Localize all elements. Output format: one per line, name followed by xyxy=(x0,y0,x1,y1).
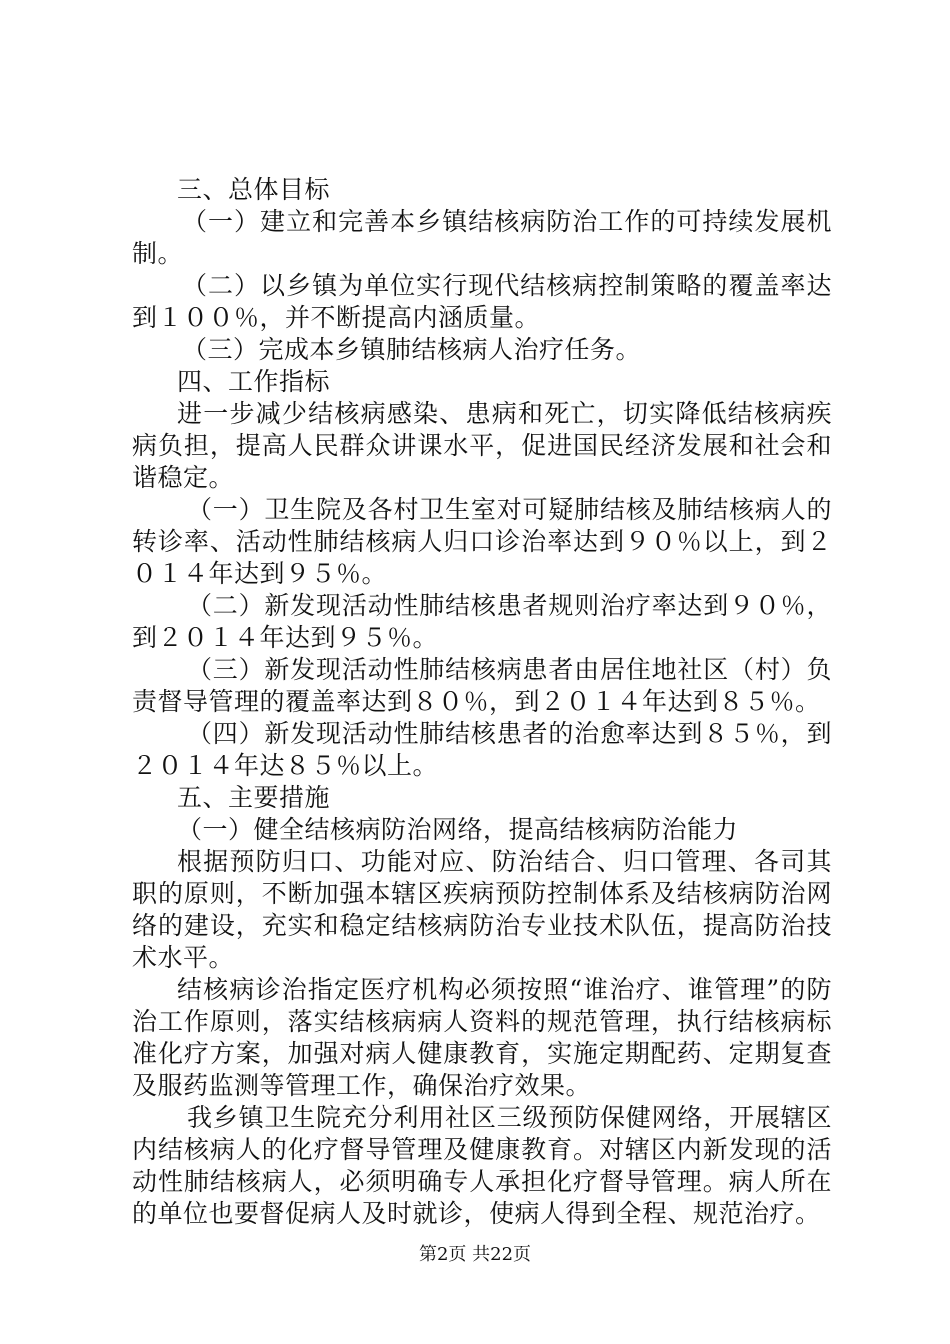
document-body xyxy=(132,174,832,1230)
measure-subheading-1: （一）健全结核病防治网络，提高结核病防治能力 xyxy=(177,815,739,844)
section-heading-measures: 五、主要措施 xyxy=(177,783,331,812)
goal-item-1: （一）建立和完善本乡镇结核病防治工作的可持续发展机制。 xyxy=(132,207,832,268)
indicator-item-4: （四）新发现活动性肺结核患者的治愈率达到８５％，到２０１４年达８５％以上。 xyxy=(132,719,832,780)
measure-paragraph-1: 根据预防归口、功能对应、防治结合、归口管理、各司其职的原则，不断加强本辖区疾病预防控制体系及结核病防治网络的建设，充实和稳定结核病防治专业技术队伍，提高防治技术水平。 xyxy=(132,847,832,972)
indicators-intro: 进一步减少结核病感染、患病和死亡，切实降低结核病疾病负担，提高人民群众讲课水平，促进国民经济发展和社会和谐稳定。 xyxy=(132,399,832,492)
section-heading-goals: 三、总体目标 xyxy=(177,175,331,204)
page-number-footer: 第2页 共22页 xyxy=(418,1244,532,1265)
section-heading-indicators: 四、工作指标 xyxy=(177,367,331,396)
measure-paragraph-3: 我乡镇卫生院充分利用社区三级预防保健网络，开展辖区内结核病人的化疗督导管理及健康教育。对辖区内新发现的活动性肺结核病人，必须明确专人承担化疗督导管理。病人所在的单位也要督促病人及时就诊，使病人得到全程、规范治疗。 xyxy=(132,1103,832,1228)
indicator-item-2: （二）新发现活动性肺结核患者规则治疗率达到９０％，到２０１４年达到９５％。 xyxy=(132,591,832,652)
goal-item-3: （三）完成本乡镇肺结核病人治疗任务。 xyxy=(182,335,642,364)
measure-paragraph-2: 结核病诊治指定医疗机构必须按照“谁治疗、谁管理”的防治工作原则，落实结核病病人资料的规范管理，执行结核病标准化疗方案，加强对病人健康教育，实施定期配药、定期复查及服药监测等管理工作，确保治疗效果。 xyxy=(132,975,832,1100)
indicator-item-1: （一）卫生院及各村卫生室对可疑肺结核及肺结核病人的转诊率、活动性肺结核病人归口诊治率达到９０％以上，到２０１４年达到９５％。 xyxy=(132,495,832,588)
goal-item-2: （二）以乡镇为单位实行现代结核病控制策略的覆盖率达到１００％，并不断提高内涵质量。 xyxy=(132,271,832,332)
indicator-item-3: （三）新发现活动性肺结核病患者由居住地社区（村）负责督导管理的覆盖率达到８０％，到２０１４年达到８５％。 xyxy=(132,655,832,716)
